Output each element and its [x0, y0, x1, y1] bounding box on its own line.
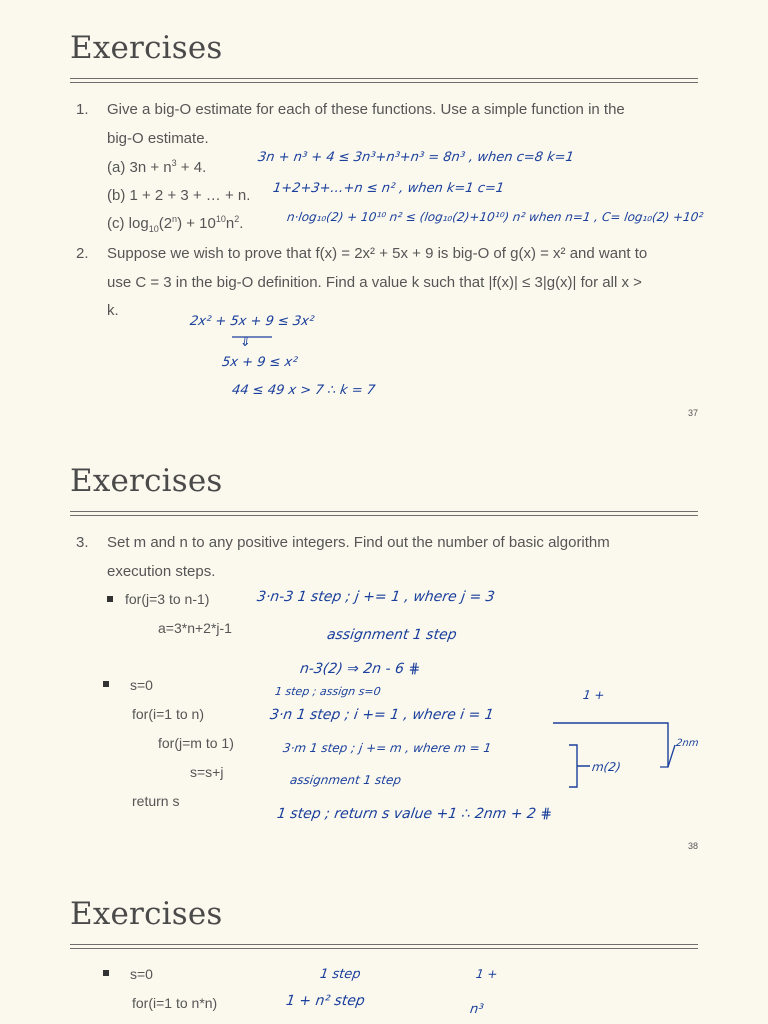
- question-text: k.: [107, 302, 119, 319]
- subscript: 10: [148, 224, 159, 234]
- handwriting-3-line6: 3·m 1 step ; j += m , where m = 1: [282, 741, 493, 755]
- page-number: 38: [688, 841, 699, 851]
- handwriting-3-plus: 1 +: [582, 688, 606, 702]
- exponent: n: [172, 214, 178, 224]
- title-rule: [70, 944, 698, 945]
- code-line: s=0: [130, 677, 153, 693]
- handwriting-1c: n·log₁₀(2) + 10¹⁰ n² ≤ (log₁₀(2)+10¹⁰) n² when n=1 , C= log₁₀(2) +10²: [286, 210, 705, 224]
- code-line: for(j=m to 1): [158, 735, 234, 751]
- slide-title: Exercises: [70, 463, 223, 499]
- subpart-a-label: (a) 3n + n: [107, 159, 172, 176]
- handwriting-2-line3: 5x + 9 ≤ x²: [220, 355, 299, 370]
- code-line: for(j=3 to n-1): [125, 591, 210, 607]
- code-line: for(i=1 to n*n): [132, 995, 218, 1011]
- c-mid2: ) + 10: [177, 215, 216, 232]
- handwriting-3-line5: 3·n 1 step ; i += 1 , where i = 1: [268, 707, 495, 723]
- code-line: s=0: [130, 966, 153, 982]
- c-tail: .: [239, 215, 244, 232]
- question-number: 3.: [76, 534, 89, 551]
- handwriting-2-arrow: ⇓: [238, 335, 252, 350]
- c-mid3: n: [225, 215, 235, 232]
- handwriting-4-line1: 1 step: [318, 967, 362, 982]
- subpart-b: (b) 1 + 2 + 3 + … + n.: [107, 187, 251, 204]
- question-text: use C = 3 in the big-O definition. Find a value k such that |f(x)| ≤ 3|g(x)| for all x >: [107, 274, 642, 291]
- handwriting-1b: 1+2+3+…+n ≤ n² , when k=1 c=1: [271, 181, 506, 196]
- question-text: Set m and n to any positive integers. Find out the number of basic algorithm: [107, 534, 610, 551]
- slide-title: Exercises: [70, 896, 223, 932]
- slide-title: Exercises: [70, 30, 223, 66]
- handwriting-2-line1: 2x² + 5x + 9 ≤ 3x²: [188, 314, 316, 329]
- question-text: big-O estimate.: [107, 130, 209, 147]
- c-mid: (2: [158, 215, 173, 232]
- code-line: return s: [132, 793, 180, 809]
- handwriting-2-line4: 44 ≤ 49 x > 7 ∴ k = 7: [230, 383, 377, 398]
- question-number: 2.: [76, 245, 89, 262]
- code-line: a=3*n+2*j-1: [158, 620, 232, 636]
- question-text: execution steps.: [107, 563, 216, 580]
- exponent: 3: [171, 158, 177, 168]
- subpart-a-tail: + 4.: [176, 159, 207, 176]
- title-rule: [70, 948, 698, 949]
- handwriting-3-line7: assignment 1 step: [289, 773, 403, 787]
- handwriting-3-line8: 1 step ; return s value +1 ∴ 2nm + 2 ⋕: [275, 806, 554, 822]
- exponent: 10: [215, 214, 226, 224]
- handwriting-4-line2: 1 + n² step: [284, 993, 366, 1009]
- question-number: 1.: [76, 101, 89, 118]
- bullet: [103, 970, 109, 976]
- question-text: Give a big-O estimate for each of these functions. Use a simple function in the: [107, 101, 625, 118]
- page-number: 37: [688, 408, 699, 418]
- code-line: s=s+j: [190, 764, 224, 780]
- handwriting-4-plus: 1 +: [475, 967, 499, 981]
- exponent: 2: [234, 214, 240, 224]
- handwriting-4-n3: n³: [468, 1002, 485, 1017]
- handwriting-3-m2: m(2): [591, 760, 622, 774]
- handwriting-3-line4: 1 step ; assign s=0: [274, 685, 382, 698]
- handwriting-1a: 3n + n³ + 4 ≤ 3n³+n³+n³ = 8n³ , when c=8 k=1: [256, 150, 575, 165]
- c-pre: (c) log: [107, 215, 149, 232]
- code-line: for(i=1 to n): [132, 706, 204, 722]
- handwriting-3-line1: 3·n-3 1 step ; j += 1 , where j = 3: [255, 589, 496, 605]
- handwriting-3-line2: assignment 1 step: [325, 627, 458, 643]
- question-text: Suppose we wish to prove that f(x) = 2x² + 5x + 9 is big-O of g(x) = x² and want to: [107, 245, 648, 262]
- handwriting-3-2nm: 2nm: [675, 738, 700, 749]
- handwriting-3-line3: n-3(2) ⇒ 2n - 6 ⋕: [298, 661, 422, 677]
